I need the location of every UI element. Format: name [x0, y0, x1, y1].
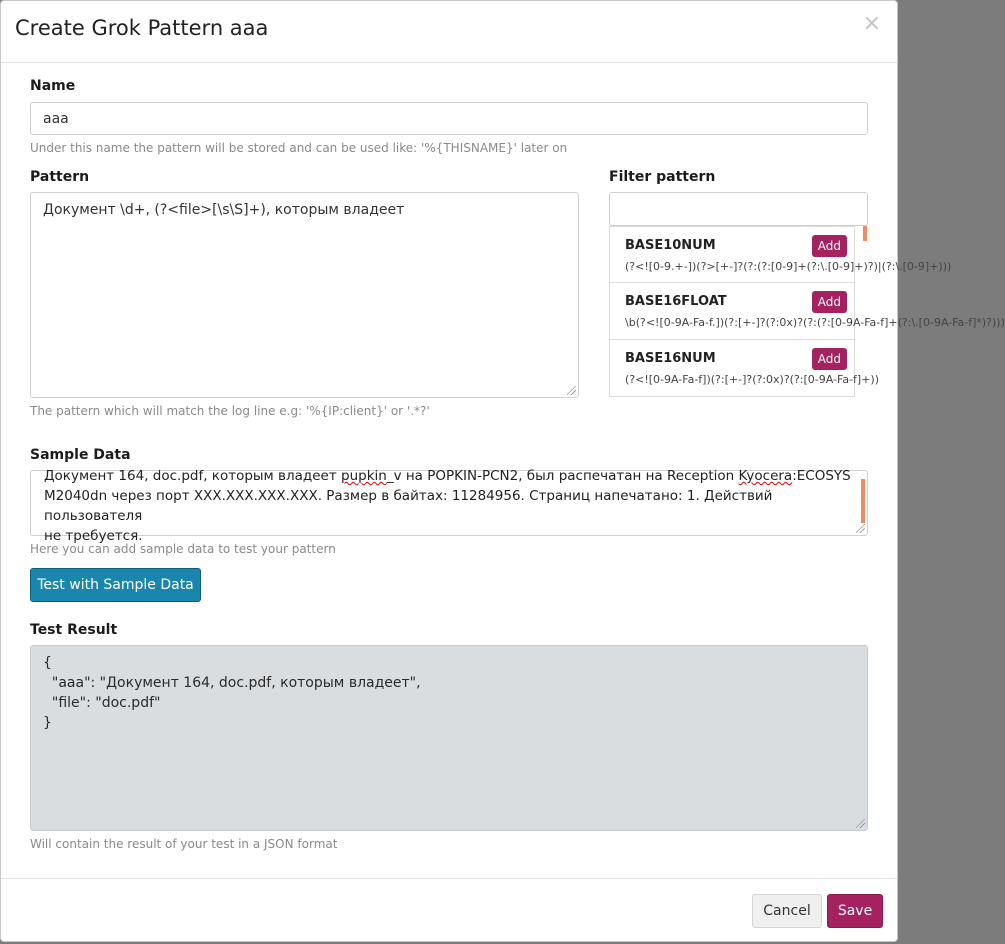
- pattern-list-scrollbar[interactable]: [863, 226, 867, 241]
- pattern-item-regex: (?<![0-9.+-])(?>[+-]?(?:(?:[0-9]+(?:\.[0-9]+)?)|(?:\.[0-9]+))): [625, 260, 952, 273]
- pattern-item-regex: \b(?<![0-9A-Fa-f.])(?:[+-]?(?:0x)?(?:(?:[0-9A-Fa-f]+(?:\.[0-9A-Fa-f]*)?))): [625, 316, 1005, 329]
- pattern-textarea[interactable]: [30, 192, 579, 398]
- filter-pattern-label: Filter pattern: [609, 169, 716, 185]
- sample-data-text: [44, 466, 854, 546]
- sample-data-scrollbar[interactable]: [861, 479, 865, 523]
- sample-line-3: не требуется.: [44, 528, 143, 544]
- test-result-label: Test Result: [30, 622, 118, 638]
- pattern-item-name: BASE16FLOAT: [625, 294, 727, 309]
- test-result-output: [30, 645, 868, 831]
- filter-pattern-input[interactable]: [609, 192, 868, 226]
- add-pattern-button[interactable]: Add: [812, 291, 847, 313]
- cancel-button[interactable]: Cancel: [752, 894, 822, 928]
- pattern-item-name: BASE16NUM: [625, 351, 716, 366]
- add-pattern-button[interactable]: Add: [812, 235, 847, 257]
- sample-data-textarea[interactable]: [30, 468, 868, 544]
- sample-line-2: M2040dn через порт XXX.XXX.XXX.XXX. Размер в байтах: 11284956. Страниц напечатано: 1. Действий пользователя: [44, 488, 773, 524]
- pattern-list-item: [609, 340, 880, 397]
- resize-handle-icon[interactable]: [567, 386, 576, 395]
- add-pattern-button[interactable]: Add: [812, 348, 847, 370]
- close-icon[interactable]: ×: [862, 11, 881, 36]
- pattern-help-text: The pattern which will match the log line e.g: '%{IP:client}' or '.*?': [30, 404, 430, 418]
- name-input[interactable]: [30, 102, 868, 135]
- result-line: "file": "doc.pdf": [43, 695, 161, 711]
- pattern-list-item: [609, 283, 1005, 340]
- pattern-list-item: [609, 226, 952, 283]
- result-line: {: [43, 655, 52, 671]
- modal-header: [1, 1, 897, 63]
- pattern-item-regex: (?<![0-9A-Fa-f])(?:[+-]?(?:0x)?(?:[0-9A-Fa-f]+)): [625, 373, 880, 386]
- resize-handle-icon[interactable]: [856, 819, 865, 828]
- name-help-text: Under this name the pattern will be stored and can be used like: '%{THISNAME}' later on: [30, 141, 568, 155]
- sample-line-1: Документ 164, doc.pdf, которым владеет pupkin_v на POPKIN-PCN2, был распечатан на Reception Kyocera:ECOSYS: [44, 468, 851, 484]
- pattern-label: Pattern: [30, 169, 90, 185]
- sample-data-label: Sample Data: [30, 447, 131, 463]
- result-line: }: [43, 715, 52, 731]
- modal-title: Create Grok Pattern aaa: [15, 16, 269, 40]
- resize-handle-icon[interactable]: [856, 524, 865, 533]
- test-with-sample-data-button[interactable]: Test with Sample Data: [30, 568, 201, 602]
- pattern-item-name: BASE10NUM: [625, 238, 716, 253]
- pattern-text: Документ \d+, (?<file>[\s\S]+), которым владеет: [43, 202, 405, 218]
- name-label: Name: [30, 78, 76, 94]
- save-button[interactable]: Save: [827, 894, 883, 928]
- pattern-list[interactable]: [609, 226, 1005, 386]
- test-result-help-text: Will contain the result of your test in a JSON format: [30, 837, 338, 851]
- sample-data-help-text: Here you can add sample data to test your pattern: [30, 542, 336, 556]
- result-line: "aaa": "Документ 164, doc.pdf, которым владеет",: [43, 675, 421, 691]
